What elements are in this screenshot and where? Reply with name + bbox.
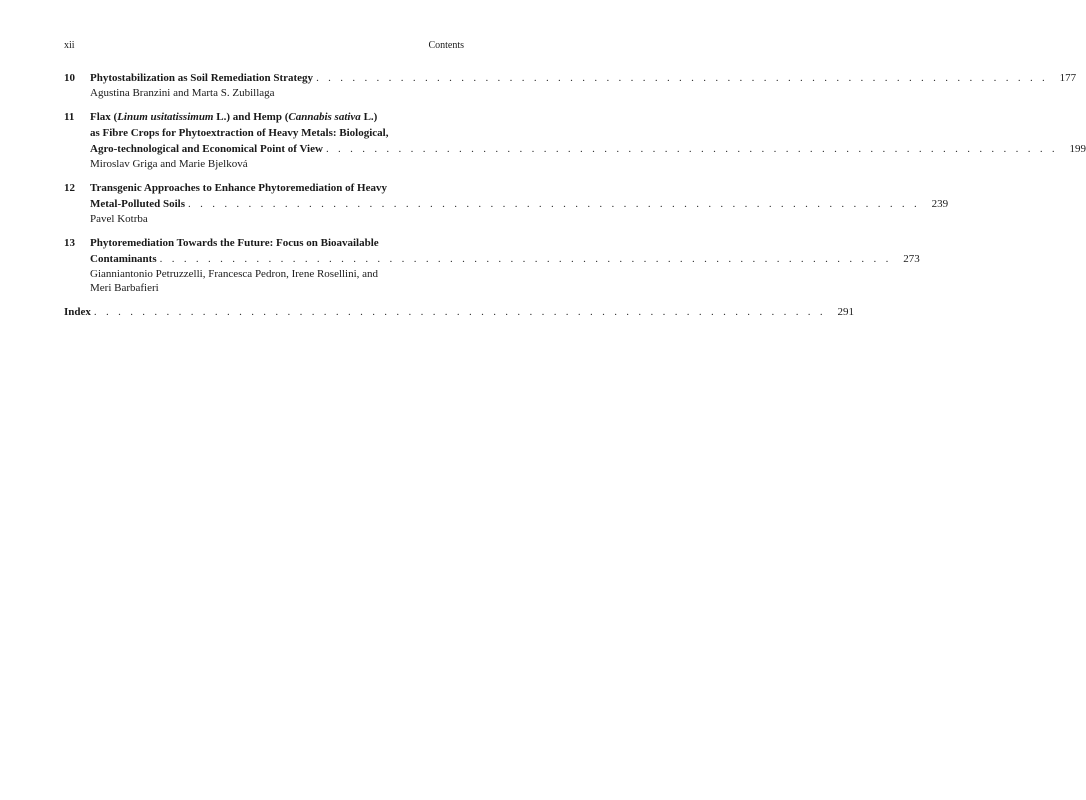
chapter-page[interactable]: 273 — [903, 253, 920, 265]
toc-entry-11[interactable] — [64, 109, 1086, 171]
chapter-number: 10 — [64, 72, 75, 84]
chapter-authors: Gianniantonio Petruzzelli, Francesca Pedron, Irene Rosellini, and — [90, 268, 379, 280]
dot-leader: . . . . . . . . . . . . . . . . . . . . . . . . . . . . . . . . . . . . . . . . . . . . . . . . . . . . . . . . . . . . . — [188, 198, 921, 210]
running-head-title: Contents — [428, 40, 464, 51]
dot-leader: . . . . . . . . . . . . . . . . . . . . . . . . . . . . . . . . . . . . . . . . . . . . . . . . . . . . . . . . . . . . . — [325, 143, 1058, 155]
toc-entry-index[interactable] — [64, 304, 854, 320]
toc-entry-12[interactable] — [64, 180, 949, 226]
chapter-page[interactable]: 199 — [1069, 143, 1086, 155]
chapter-title[interactable]: Contaminants — [90, 253, 157, 265]
chapter-authors: Agustina Branzini and Marta S. Zubillaga — [90, 87, 275, 99]
chapter-authors: Pavel Kotrba — [90, 213, 148, 225]
running-head — [64, 40, 464, 52]
chapter-authors: Meri Barbafieri — [90, 282, 159, 294]
chapter-authors: Miroslav Griga and Marie Bjelková — [90, 158, 248, 170]
chapter-title[interactable]: Metal-Polluted Soils — [90, 198, 186, 210]
index-label[interactable]: Index — [64, 306, 91, 318]
chapter-number: 11 — [64, 111, 75, 123]
chapter-title-line: Transgenic Approaches to Enhance Phytoremediation of Heavy — [90, 182, 387, 194]
page-number: xii — [64, 40, 75, 51]
chapter-title[interactable]: Agro-technological and Economical Point of View — [90, 143, 323, 155]
dot-leader: . . . . . . . . . . . . . . . . . . . . . . . . . . . . . . . . . . . . . . . . . . . . . . . . . . . . . . . . . . . . . — [316, 72, 1049, 84]
toc-entry-13[interactable] — [64, 235, 920, 295]
dot-leader: . . . . . . . . . . . . . . . . . . . . . . . . . . . . . . . . . . . . . . . . . . . . . . . . . . . . . . . . . . . . . — [93, 306, 826, 318]
toc-entry-10[interactable] — [64, 70, 1077, 100]
toc-page — [64, 40, 1086, 320]
chapter-title-line: Flax (Linum usitatissimum L.) and Hemp (Cannabis sativa L.) — [90, 111, 378, 123]
chapter-page[interactable]: 177 — [1059, 72, 1077, 84]
dot-leader: . . . . . . . . . . . . . . . . . . . . . . . . . . . . . . . . . . . . . . . . . . . . . . . . . . . . . . . . . . . . . — [159, 253, 892, 265]
chapter-title[interactable]: Phytostabilization as Soil Remediation Strategy — [90, 72, 314, 84]
index-page[interactable]: 291 — [837, 306, 854, 318]
chapter-number: 13 — [64, 237, 75, 249]
chapter-title-line: Phytoremediation Towards the Future: Focus on Bioavailable — [90, 237, 379, 249]
chapter-title-line: as Fibre Crops for Phytoextraction of Heavy Metals: Biological, — [90, 127, 389, 139]
chapter-number: 12 — [64, 182, 75, 194]
chapter-page[interactable]: 239 — [931, 198, 949, 210]
